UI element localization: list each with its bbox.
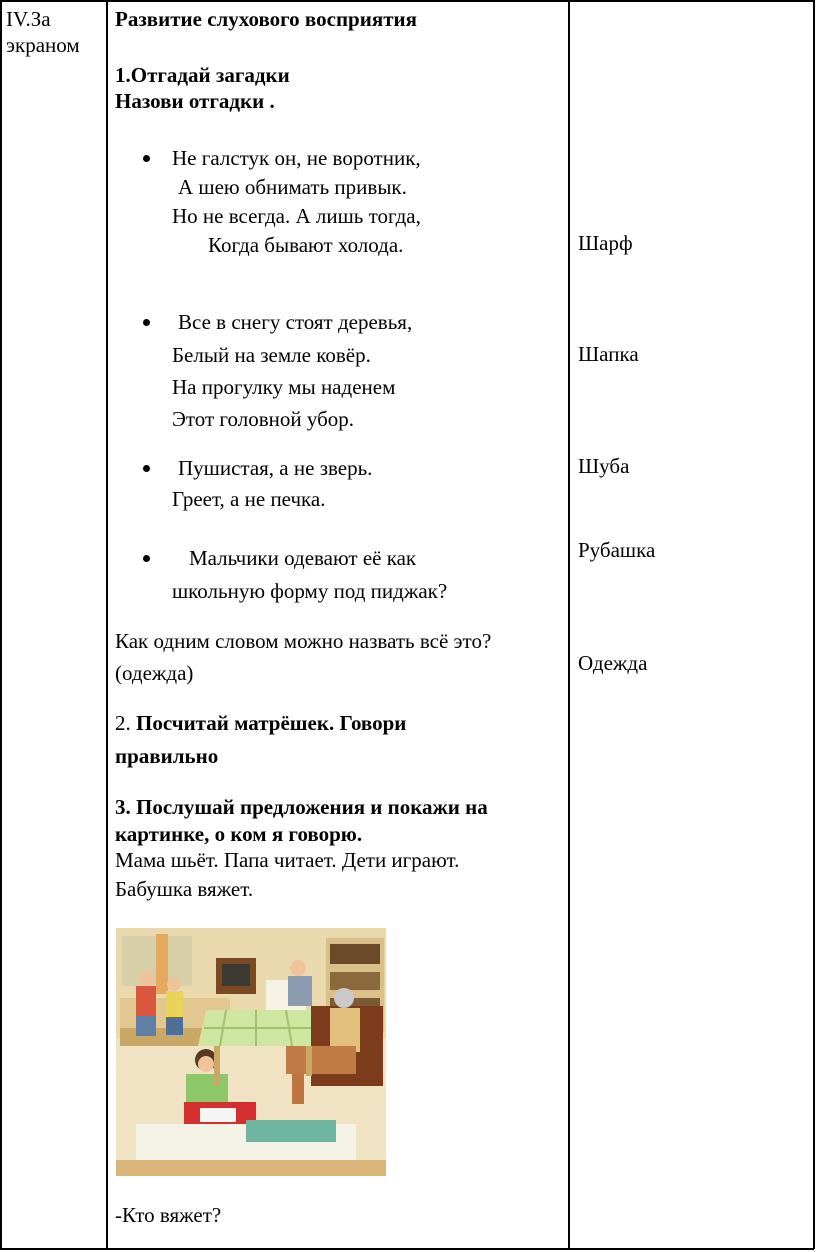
section-title: Развитие слухового восприятия xyxy=(115,7,417,31)
riddle-3-line-1: Пушистая, а не зверь. xyxy=(178,456,373,480)
riddle-1-line-2: А шею обнимать привык. xyxy=(178,175,407,199)
summary-question-line2: (одежда) xyxy=(115,661,194,685)
table-border-top xyxy=(0,0,814,2)
task3-heading-line1: 3. Послушай предложения и покажи на xyxy=(115,795,488,819)
column-divider-2 xyxy=(568,0,570,1249)
final-question: -Кто вяжет? xyxy=(115,1203,222,1227)
answer-4: Рубашка xyxy=(578,538,656,562)
task2-line2: правильно xyxy=(115,744,219,768)
riddle-3-line-2: Греет, а не печка. xyxy=(172,487,326,511)
column-divider-1 xyxy=(106,0,108,1249)
table-border-bottom xyxy=(0,1248,814,1250)
riddle-2-line-4: Этот головной убор. xyxy=(172,407,355,431)
bullet-icon xyxy=(143,555,150,562)
stage-label-line1: IV.За xyxy=(6,7,51,31)
task2-text: Посчитай матрёшек. Говори xyxy=(136,711,407,735)
table-border-left xyxy=(0,0,2,1249)
riddle-2-line-3: На прогулку мы наденем xyxy=(172,375,396,399)
riddle-1-line-1: Не галстук он, не воротник, xyxy=(172,146,421,170)
riddle-4-line-2: школьную форму под пиджак? xyxy=(172,579,448,603)
answer-1: Шарф xyxy=(578,231,633,255)
riddle-1-line-3: Но не всегда. А лишь тогда, xyxy=(172,204,421,228)
table-border-right xyxy=(813,0,815,1249)
riddle-2-line-2: Белый на земле ковёр. xyxy=(172,343,371,367)
task3-heading-line2: картинке, о ком я говорю. xyxy=(115,822,363,846)
task1-subheading: Назови отгадки . xyxy=(115,89,275,113)
stage-label-line2: экраном xyxy=(6,33,80,57)
summary-question-line1: Как одним словом можно назвать всё это? xyxy=(115,629,492,653)
riddle-4-line-1: Мальчики одевают её как xyxy=(189,546,417,570)
riddle-2-line-1: Все в снегу стоят деревья, xyxy=(178,310,413,334)
task2-line1 xyxy=(115,710,406,736)
answer-2: Шапка xyxy=(578,342,639,366)
riddle-1-line-4: Когда бывают холода. xyxy=(208,233,404,257)
task2-number: 2. xyxy=(115,711,131,735)
family-illustration xyxy=(116,928,386,1176)
bullet-icon xyxy=(143,465,150,472)
answer-5: Одежда xyxy=(578,651,648,675)
task3-sentences-line1: Мама шьёт. Папа читает. Дети играют. xyxy=(115,848,460,872)
task1-heading: 1.Отгадай загадки xyxy=(115,63,290,87)
bullet-icon xyxy=(143,155,150,162)
task3-sentences-line2: Бабушка вяжет. xyxy=(115,877,254,901)
bullet-icon xyxy=(143,319,150,326)
answer-3: Шуба xyxy=(578,454,630,478)
